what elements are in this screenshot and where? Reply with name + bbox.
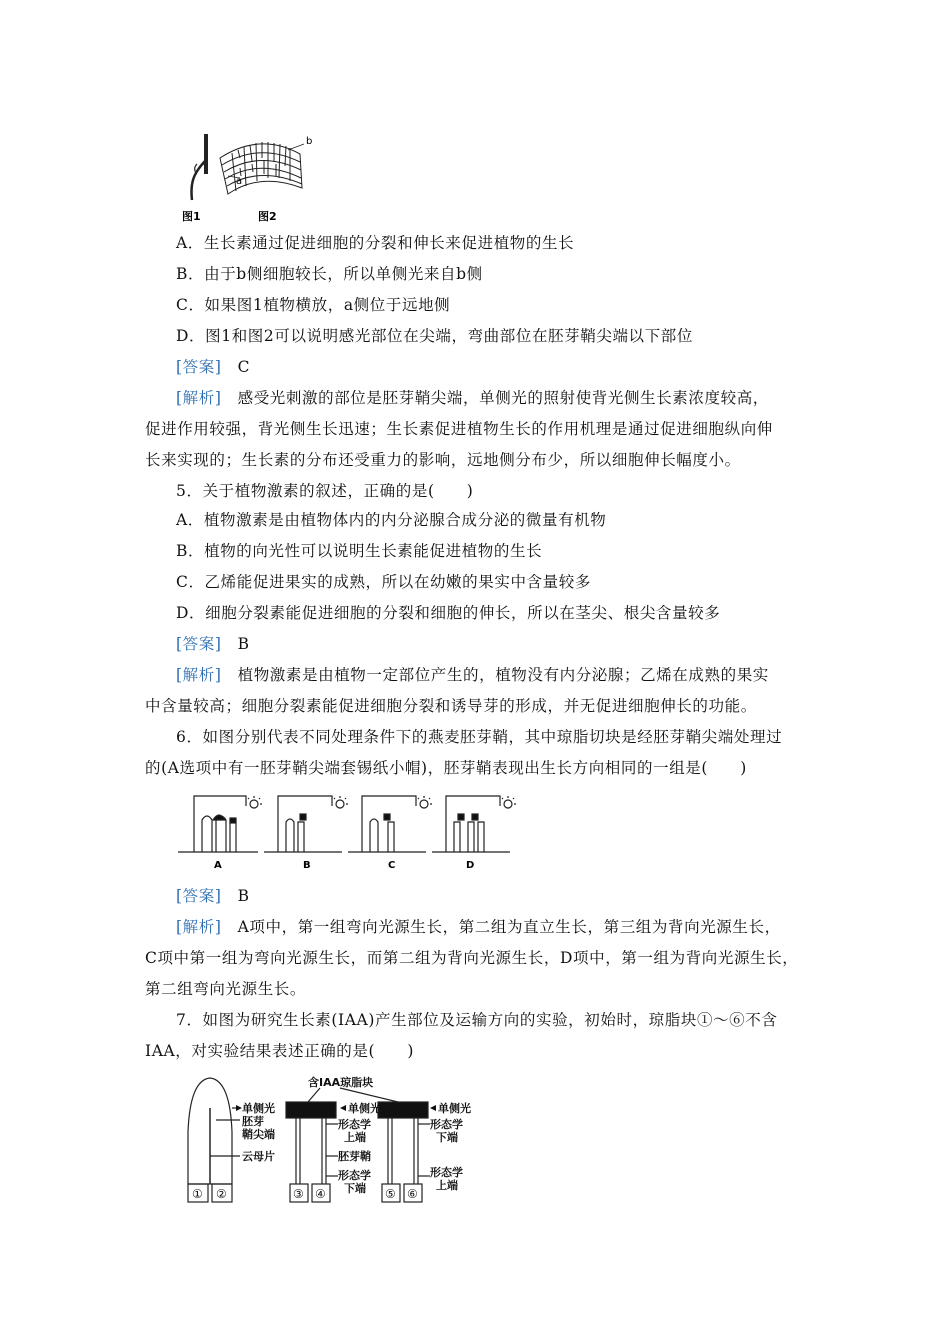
q5-analysis-line-2: 中含量较高；细胞分裂素能促进细胞分裂和诱导芽的形成，并无促进细胞伸长的功能。: [145, 697, 757, 715]
q6-analysis-line-3: 第二组弯向光源生长。: [145, 980, 307, 998]
q7-figure: [180, 1072, 500, 1212]
q4-option-a: A．生长素通过促进细胞的分裂和伸长来促进植物的生长: [176, 234, 575, 252]
q6-analysis-line-2: C项中第一组为弯向光源生长，而第二组为背向光源生长，D项中，第一组为背向光源生长，: [145, 949, 799, 967]
q5-option-d: D．细胞分裂素能促进细胞的分裂和细胞的伸长，所以在茎尖、根尖含量较多: [176, 604, 721, 622]
q7-light-label-1: 单侧光: [242, 1102, 275, 1115]
fig1-stem: [192, 160, 207, 200]
q5-stem: 5．关于植物激素的叙述，正确的是( ): [176, 482, 474, 500]
answer-tag: [答案]: [176, 358, 222, 376]
q6-label-a: A: [214, 860, 222, 871]
q4-option-c: C．如果图1植物横放，a侧位于远地侧: [176, 296, 451, 314]
q7-stem-line-1: 7．如图为研究生长素(IAA)产生部位及运输方向的实验，初始时，琼脂块①～⑥不含: [176, 1011, 778, 1029]
block-label-4: ④: [315, 1187, 326, 1201]
q7-top-label: 含IAA琼脂块: [308, 1076, 374, 1089]
fig2-label-b: b: [306, 136, 313, 147]
analysis-text: 植物激素是由植物一定部位产生的，植物没有内分泌腺；乙烯在成熟的果实: [237, 666, 769, 684]
q6-stem-line-1: 6．如图分别代表不同处理条件下的燕麦胚芽鞘，其中琼脂切块是经胚芽鞘尖端处理过: [176, 728, 783, 746]
q6-answer: [176, 886, 250, 906]
block-label-2: ②: [216, 1187, 227, 1201]
q6-figure: [176, 792, 526, 872]
q6-panel-a: [178, 796, 262, 852]
answer-value: B: [237, 635, 250, 653]
analysis-text: 感受光刺激的部位是胚芽鞘尖端，单侧光的照射使背光侧生长素浓度较高，: [237, 389, 769, 407]
q7-mica-label: 云母片: [242, 1150, 275, 1163]
iaa-agar-block-1: [286, 1102, 336, 1118]
analysis-tag: [解析]: [176, 918, 222, 936]
q4-answer: [176, 357, 250, 377]
q6-panel-b: [264, 796, 348, 852]
analysis-text: A项中，第一组弯向光源生长，第二组为直立生长，第三组为背向光源生长，: [237, 918, 781, 936]
answer-tag: [答案]: [176, 635, 222, 653]
q7-upper-end-label-2b: 上端: [436, 1179, 458, 1192]
q6-panel-d: [432, 796, 516, 852]
q5-answer: [176, 634, 250, 654]
q7-lower-end-label-1b: 下端: [344, 1182, 366, 1195]
q7-stem-line-2: IAA，对实验结果表述正确的是( ): [145, 1042, 415, 1060]
q7-lower-end-label-1a: 形态学: [338, 1169, 371, 1182]
q7-lower-end-label-2a: 形态学: [430, 1118, 463, 1131]
q4-analysis-line-2: 促进作用较强，背光侧生长迅速；生长素促进植物生长的作用机理是通过促进细胞纵向伸: [145, 420, 773, 438]
q4-analysis-line-1: [176, 388, 769, 408]
q4-analysis-line-3: 长来实现的；生长素的分布还受重力的影响，远地侧分布少，所以细胞伸长幅度小。: [145, 451, 741, 469]
q5-option-b: B．植物的向光性可以说明生长素能促进植物的生长: [176, 542, 543, 560]
q5-option-a: A．植物激素是由植物体内的内分泌腺合成分泌的微量有机物: [176, 511, 607, 529]
block-label-5: ⑤: [385, 1187, 396, 1201]
q4-option-b: B．由于b侧细胞较长，所以单侧光来自b侧: [176, 265, 483, 283]
answer-tag: [答案]: [176, 887, 222, 905]
q7-upper-end-label-1a: 形态学: [338, 1118, 371, 1131]
q7-tip-label-1: 胚芽: [242, 1115, 264, 1128]
answer-value: C: [237, 358, 251, 376]
q7-lower-end-label-2b: 下端: [436, 1131, 458, 1144]
q6-label-c: C: [388, 860, 396, 871]
q6-label-b: B: [303, 860, 311, 871]
analysis-tag: [解析]: [176, 666, 222, 684]
q5-analysis-line-1: [176, 665, 769, 685]
iaa-agar-block-2: [378, 1102, 428, 1118]
fig2-caption: 图2: [258, 210, 277, 223]
block-label-1: ①: [192, 1187, 203, 1201]
fig2-cell-grid: [220, 142, 302, 194]
fig2-label-a: a: [236, 176, 243, 187]
q7-upper-end-label-2a: 形态学: [430, 1166, 463, 1179]
q5-option-c: C．乙烯能促进果实的成熟，所以在幼嫩的果实中含量较多: [176, 573, 591, 591]
block-label-6: ⑥: [407, 1187, 418, 1201]
q6-panel-c: [348, 796, 432, 852]
fig1-dark-bar: [204, 134, 208, 174]
q7-tip-label-2: 鞘尖端: [242, 1128, 275, 1141]
q4-option-d: D．图1和图2可以说明感光部位在尖端，弯曲部位在胚芽鞘尖端以下部位: [176, 327, 693, 345]
q7-upper-end-label-1b: 上端: [344, 1131, 366, 1144]
q6-label-d: D: [466, 860, 475, 871]
q6-stem-line-2: 的(A选项中有一胚芽鞘尖端套锡纸小帽)，胚芽鞘表现出生长方向相同的一组是( ): [145, 759, 747, 777]
block-label-3: ③: [293, 1187, 304, 1201]
answer-value: B: [237, 887, 250, 905]
figure-1-2: [180, 128, 330, 226]
q7-coleoptile-label: 胚芽鞘: [338, 1150, 371, 1163]
q7-light-label-3: 单侧光: [438, 1102, 471, 1115]
q6-analysis-line-1: [176, 917, 781, 937]
q7-light-label-2: 单侧光: [348, 1102, 381, 1115]
analysis-tag: [解析]: [176, 389, 222, 407]
fig1-caption: 图1: [182, 210, 201, 223]
